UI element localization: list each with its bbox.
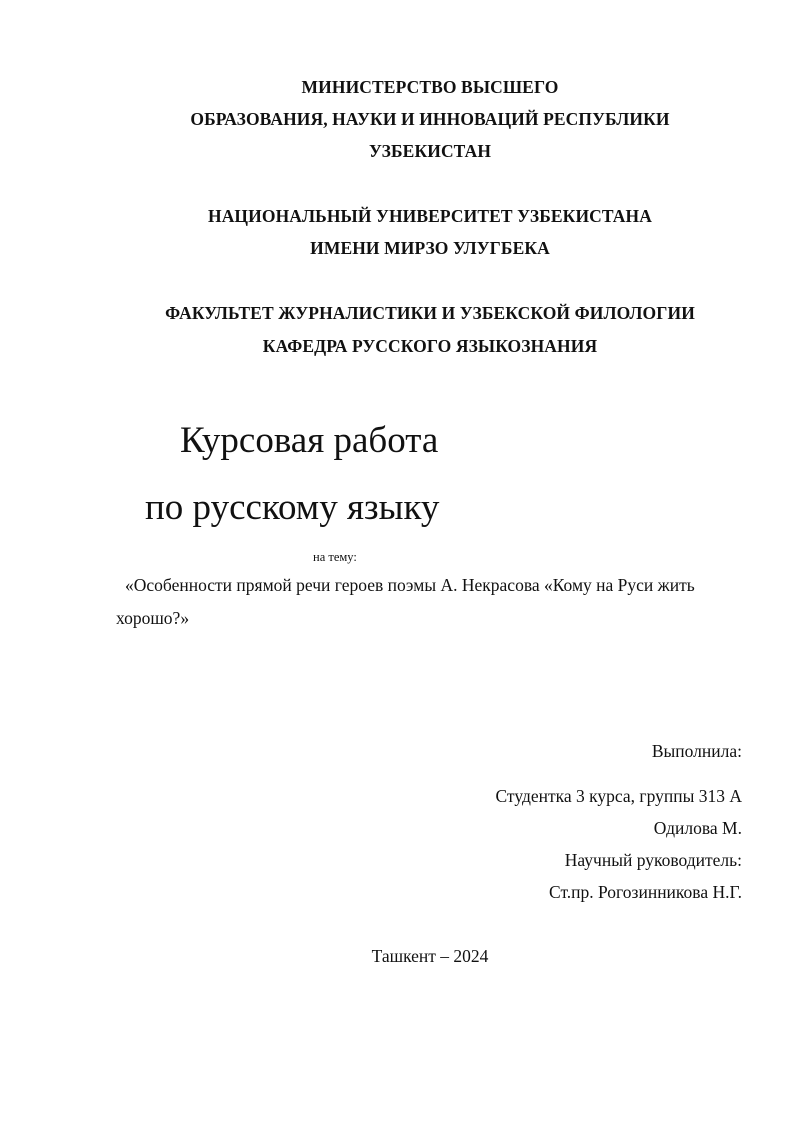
ministry-line-3: УЗБЕКИСТАН [368,141,492,161]
university-line-2: ИМЕНИ МИРЗО УЛУГБЕКА [310,238,550,258]
course-work-title: Курсовая работа [180,420,439,461]
city-year: Ташкент – 2024 [371,946,489,966]
university-line-1: НАЦИОНАЛЬНЫЙ УНИВЕРСИТЕТ УЗБЕКИСТАНА [207,206,652,226]
theme-label: на тему: [313,550,357,564]
advisor-name: Ст.пр. Рогозинникова Н.Г. [549,882,742,902]
theme-line-2: хорошо?» [116,608,190,628]
faculty-line-1: ФАКУЛЬТЕТ ЖУРНАЛИСТИКИ И УЗБЕКСКОЙ ФИЛОЛОГИИ [165,303,695,323]
student-name: Одилова М. [653,818,742,838]
ministry-line-1: МИНИСТЕРСТВО ВЫСШЕГО [301,77,559,97]
theme-line-1: «Особенности прямой речи героев поэмы А. Некрасова «Кому на Руси жить [125,575,695,595]
ministry-line-2: ОБРАЗОВАНИЯ, НАУКИ И ИННОВАЦИЙ РЕСПУБЛИКИ [190,109,670,129]
course-work-subject: по русскому языку [145,487,440,528]
student-info: Студентка 3 курса, группы 313 А [495,786,742,806]
department-line: КАФЕДРА РУССКОГО ЯЗЫКОЗНАНИЯ [262,336,598,356]
done-by-label: Выполнила: [651,741,742,761]
advisor-label: Научный руководитель: [564,850,742,870]
